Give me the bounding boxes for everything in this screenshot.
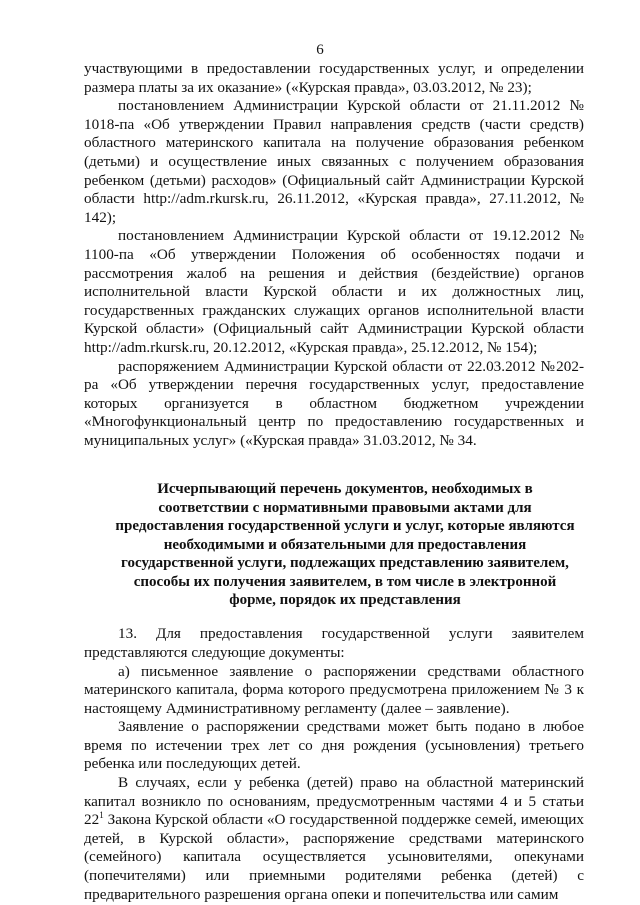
superscript: 1 <box>99 810 104 821</box>
paragraph-decree-1018: постановлением Администрации Курской области от 21.11.2012 № 1018-па «Об утверждении Правил направления средств (части средств) областного материнского капитала на получение образования ребенком (детьми) и осуществление иных связанных с получением образования ребенком (детьми) расходов» (Официальный сайт Администрации Курской области http://adm.rkursk.ru, 26.11.2012, «Курская правда», 27.11.2012, № 142); <box>84 97 584 226</box>
paragraph-decree-1100: постановлением Администрации Курской области от 19.12.2012 № 1100-па «Об утверждении Положения об особенностях подачи и рассмотрения жалоб на решения и действия (бездействие) органов исполнительной власти Курской области и их должностных лиц, государственных гражданских служащих органов исполнительной власти Курской области» (Официальный сайт Администрации Курской области http://adm.rkursk.ru, 20.12.2012, «Курская правда», 25.12.2012, № 154); <box>84 227 584 356</box>
paragraph-application-timing: Заявление о распоряжении средствами может быть подано в любое время по истечении трех лет со дня рождения (усыновления) третьего ребенка или последующих детей. <box>84 718 584 773</box>
special-cases-text-end: Закона Курской области «О государственной поддержке семей, имеющих детей, в Курской области», распоряжение средствами материнского (семейного) капитала осуществляется усыновителями, опекунами (попечителями) или приемными родителями ребенка (детей) с предварительного разрешения органа опеки и попечительства или самим <box>84 811 584 903</box>
section-heading: Исчерпывающий перечень документов, необходимых в соответствии с нормативными правовыми актами для предоставления государственной услуги и услуг, которые являются необходимыми и обязательными для предоставления государственной услуги, подлежащих представлению заявителем, способы их получения заявителем, в том числе в электронной форме, порядок их представления <box>115 481 575 608</box>
paragraph-special-cases <box>84 774 584 904</box>
page-number: 6 <box>316 42 324 58</box>
paragraph-item-a: а) письменное заявление о распоряжении средствами областного материнского капитала, форма которого предусмотрена приложением № 3 к настоящему Административному регламенту (далее – заявление). <box>84 662 584 717</box>
document-body <box>84 60 584 904</box>
special-cases-text-start: В случаях, если у ребенка (детей) право на областной материнский капитал возникло по основаниям, предусмотренным частями 4 и 5 статьи 22 <box>84 774 584 829</box>
paragraph-item-13: 13. Для предоставления государственной услуги заявителем представляются следующие документы: <box>84 625 584 661</box>
paragraph-order-202: распоряжением Администрации Курской области от 22.03.2012 №202-ра «Об утверждении перечня государственных услуг, предоставление которых организуется в областном бюджетном учреждении «Многофункциональный центр по предоставлению государственных и муниципальных услуг» («Курская правда» 31.03.2012, № 34. <box>84 357 584 449</box>
paragraph-continuation: участвующими в предоставлении государственных услуг, и определении размера платы за их оказание» («Курская правда», 03.03.2012, № 23); <box>84 60 584 96</box>
